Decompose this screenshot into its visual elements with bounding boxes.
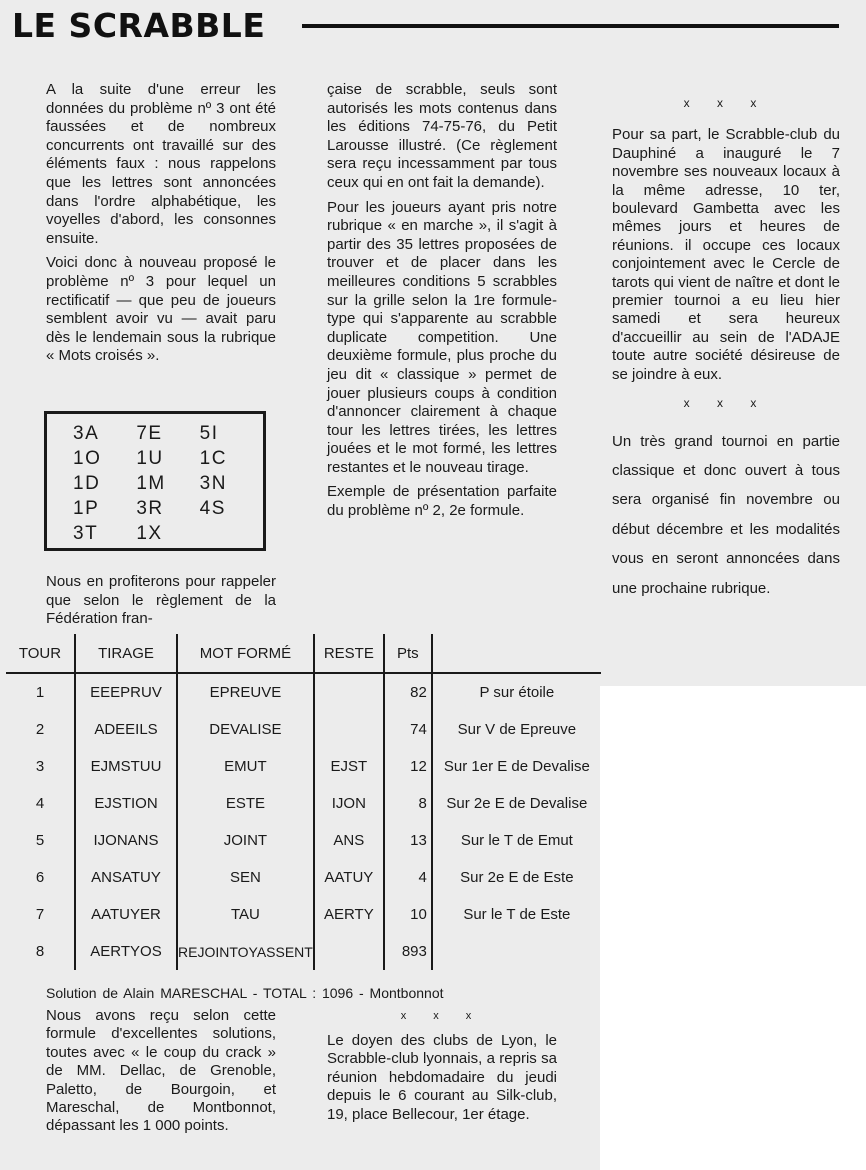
cell-placement: Sur le T de Emut	[460, 832, 573, 849]
cell-tirage: AATUYER	[75, 896, 177, 933]
cell-mot: REJOINTOYASSENT	[177, 933, 314, 970]
table-header-row	[6, 634, 601, 673]
cell-pts: 82	[384, 673, 432, 711]
tile: 7E	[136, 423, 163, 444]
col1-paragraph-3: Nous en profiterons pour rappeler que selon le règlement de la Fédération fran-	[46, 573, 276, 628]
tile: 1P	[73, 498, 100, 519]
tile: 5I	[199, 423, 219, 444]
header-tour: TOUR	[6, 634, 75, 673]
table-row	[6, 748, 601, 785]
tile: 3T	[73, 523, 99, 544]
cell-tour: 3	[6, 748, 75, 785]
cell-pts: 74	[384, 711, 432, 748]
tiles-row	[73, 446, 263, 471]
tiles-row	[73, 496, 263, 521]
cell-tirage: ADEEILS	[75, 711, 177, 748]
cell-placement: P sur étoile	[479, 684, 555, 701]
cell-placement: Sur 2e E de Devalise	[446, 795, 588, 812]
section-separator: x x x	[683, 396, 769, 411]
cell-reste	[314, 673, 384, 711]
tile: 1O	[73, 448, 102, 469]
cell-placement: Sur 2e E de Este	[460, 869, 574, 886]
column-3	[612, 90, 840, 603]
cell-pts: 13	[384, 822, 432, 859]
cell-tirage: ANSATUY	[75, 859, 177, 896]
cell-placement: Sur 1er E de Devalise	[443, 758, 590, 775]
column-1-continued	[46, 573, 276, 635]
header-reste: RESTE	[314, 634, 384, 673]
tiles-row	[73, 421, 263, 446]
tile	[200, 521, 263, 546]
cell-tirage: EJMSTUU	[75, 748, 177, 785]
table-row	[6, 933, 601, 970]
table-row	[6, 673, 601, 711]
cell-placement	[432, 933, 601, 970]
cell-pts: 10	[384, 896, 432, 933]
header-pts: Pts	[384, 634, 432, 673]
col2-paragraph-3: Exemple de présentation parfaite du problème nº 2, 2e formule.	[327, 483, 557, 520]
tile: 1C	[199, 448, 227, 469]
cell-tour: 1	[6, 673, 75, 711]
col3-paragraph-1: Pour sa part, le Scrabble-club du Dauphiné a inauguré le 7 novembre ses nouveaux locaux à la même adresse, 10 ter, boulevard Gambetta avec les mêmes jours et heures de réunions. il occupe ces locaux conjointement avec le Cercle de tarots qui vient de naître et dont le premier tournoi a eu lieu hier samedi et sera heureux d'accueillir au sein de l'ADAJE toute autre société désireuse de se joindre à eux.	[612, 126, 840, 383]
tiles-row	[73, 471, 263, 496]
cell-pts: 8	[384, 785, 432, 822]
tile: 3A	[73, 423, 100, 444]
col2-paragraph-1: çaise de scrabble, seuls sont autorisés les mots contenus dans les éditions 74-75-76, du Petit Larousse illustré. (Ce règlement sera reçu incessamment par tous ceux qui en ont fait la demande).	[327, 81, 557, 191]
cell-pts: 12	[384, 748, 432, 785]
cell-reste	[314, 933, 384, 970]
cell-mot: EMUT	[177, 748, 314, 785]
tile: 1U	[136, 448, 164, 469]
table-row	[6, 896, 601, 933]
cell-mot: SEN	[177, 859, 314, 896]
cell-mot: TAU	[177, 896, 314, 933]
cell-placement: Sur le T de Este	[463, 906, 571, 923]
table-row	[6, 859, 601, 896]
cell-placement: Sur V de Epreuve	[457, 721, 577, 738]
cell-reste: AATUY	[314, 859, 384, 896]
cell-tirage: IJONANS	[75, 822, 177, 859]
col1-paragraph-2: Voici donc à nouveau proposé le problème nº 3 pour lequel un rectificatif — que peu de joueurs semblent avoir vu — avait paru dès le lendemain sous la rubrique « Mots croisés ».	[46, 254, 276, 365]
table-row	[6, 711, 601, 748]
cell-tour: 6	[6, 859, 75, 896]
cell-reste: IJON	[314, 785, 384, 822]
cell-mot: JOINT	[177, 822, 314, 859]
page-title: LE SCRABBLE	[12, 6, 266, 45]
table-row	[6, 822, 601, 859]
solution-credit: Solution de Alain MARESCHAL - TOTAL : 1096 - Montbonnot	[46, 985, 444, 1001]
tile: 1D	[73, 473, 101, 494]
section-separator: x x x	[683, 96, 769, 110]
bottom-column-1: Nous avons reçu selon cette formule d'excellentes solutions, toutes avec « le coup du crack » de MM. Dellac, de Grenoble, Paletto, de Bourgoin, et Mareschal, de Montbonnot, dépassant les 1 000 points.	[46, 1007, 276, 1135]
header-mot-forme: MOT FORMÉ	[177, 634, 314, 673]
solution-table	[6, 634, 601, 970]
cell-tirage: EJSTION	[75, 785, 177, 822]
col3-paragraph-2: Un très grand tournoi en partie classique et donc ouvert à tous sera organisé fin novembre ou début décembre et les modalités vous en seront annoncées dans une prochaine rubrique.	[612, 432, 840, 597]
cell-pts: 893	[384, 933, 432, 970]
cell-reste: ANS	[314, 822, 384, 859]
header-tirage: TIRAGE	[75, 634, 177, 673]
tile: 3R	[136, 498, 164, 519]
cell-tirage: AERTYOS	[75, 933, 177, 970]
cell-mot: ESTE	[177, 785, 314, 822]
letter-tiles-box	[44, 411, 266, 551]
cell-tour: 7	[6, 896, 75, 933]
cell-pts: 4	[384, 859, 432, 896]
bottom-column-2: Le doyen des clubs de Lyon, le Scrabble-club lyonnais, a repris sa réunion hebdomadaire du jeudi depuis le 6 courant au Silk-club, 19, place Bellecour, 1er étage.	[327, 1032, 557, 1123]
cell-reste	[314, 711, 384, 748]
col2-paragraph-2: Pour les joueurs ayant pris notre rubrique « en marche », il s'agit à partir des 35 lettres proposées de trouver et de placer dans les meilleures conditions 5 scrabbles sur la grille selon la 1re formule-type qui s'apparente au scrabble duplicate competition. Une deuxième formule, plus proche du jeu dit « classique » permet de jouer plusieurs coups à condition d'annoncer clairement à chaque tour les lettres tirées, les lettres jouées et le mot formé, les lettres restantes et le nouveau tirage.	[327, 198, 557, 476]
table-row	[6, 785, 601, 822]
tile: 4S	[199, 498, 226, 519]
tiles-row	[73, 521, 263, 546]
cell-tour: 8	[6, 933, 75, 970]
cell-reste: AERTY	[314, 896, 384, 933]
column-2	[327, 81, 557, 527]
cell-reste: EJST	[314, 748, 384, 785]
section-separator: x x x	[400, 1010, 484, 1022]
cell-mot: EPREUVE	[177, 673, 314, 711]
cell-tour: 2	[6, 711, 75, 748]
tile: 1X	[136, 523, 163, 544]
col1-paragraph-1: A la suite d'une erreur les données du problème nº 3 ont été faussées et de nombreux concurrents ont travaillé sur des éléments faux : nous rappelons que les lettres sont annoncées dans l'ordre alphabétique, les voyelles d'abord, les consonnes ensuite.	[46, 81, 276, 247]
cell-tirage: EEEPRUV	[75, 673, 177, 711]
cell-tour: 5	[6, 822, 75, 859]
column-1	[46, 81, 276, 372]
tile: 3N	[199, 473, 227, 494]
title-rule	[302, 24, 839, 28]
cell-tour: 4	[6, 785, 75, 822]
header-placement	[432, 634, 601, 673]
tile: 1M	[136, 473, 166, 494]
cell-mot: DEVALISE	[177, 711, 314, 748]
